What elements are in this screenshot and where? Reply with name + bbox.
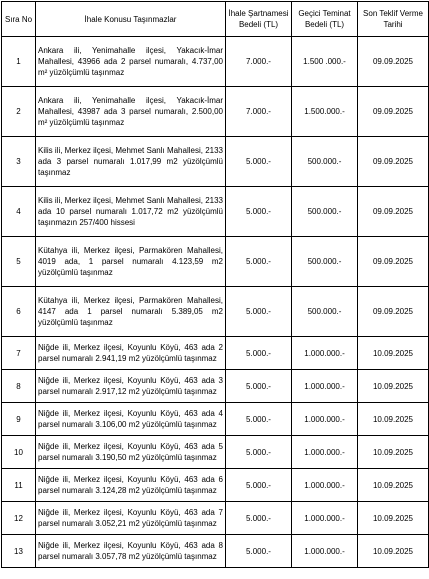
row-spec-fee: 5.000.-: [226, 370, 292, 403]
row-deadline: 10.09.2025: [358, 403, 429, 436]
row-deadline: 09.09.2025: [358, 87, 429, 137]
row-subject: Niğde ili, Merkez ilçesi, Koyunlu Köyü, 463 ada 3 parsel numaralı 2.917,12 m2 yüzölçümlü taşınmaz: [36, 370, 226, 403]
row-number: 8: [2, 370, 36, 403]
row-subject: Niğde ili, Merkez ilçesi, Koyunlu Köyü, 463 ada 8 parsel numaralı 3.057,78 m2 yüzölçümlü taşınmaz: [36, 535, 226, 568]
row-deadline: 09.09.2025: [358, 237, 429, 287]
row-deposit: 1.000.000.-: [292, 403, 358, 436]
row-deposit: 1.000.000.-: [292, 337, 358, 370]
row-spec-fee: 7.000.-: [226, 87, 292, 137]
row-subject: Niğde ili, Merkez ilçesi, Koyunlu Köyü, 463 ada 2 parsel numaralı 2.941,19 m2 yüzölçümlü taşınmaz: [36, 337, 226, 370]
row-subject: Niğde ili, Merkez ilçesi, Koyunlu Köyü, 463 ada 4 parsel numaralı 3.106,00 m2 yüzölçümlü taşınmaz: [36, 403, 226, 436]
row-subject: Ankara ili, Yenimahalle ilçesi, Yakacık-İmar Mahallesi, 43966 ada 2 parsel numaralı, 4.737,00 m² yüzölçümlü taşınmaz: [36, 37, 226, 87]
row-number: 11: [2, 469, 36, 502]
table-row: [2, 469, 429, 502]
table-row: [2, 237, 429, 287]
row-deposit: 500.000.-: [292, 187, 358, 237]
header-deposit: Geçici Teminat Bedeli (TL): [292, 2, 358, 37]
row-subject: Kütahya ili, Merkez ilçesi, Parmakören Mahallesi, 4019 ada, 1 parsel numaralı 4.123,59 m2 yüzölçümlü taşınmaz: [36, 237, 226, 287]
row-subject: Kilis ili, Merkez ilçesi, Mehmet Sanlı Mahallesi, 2133 ada 10 parsel numaralı 1.017,72 m2 yüzölçümlü taşınmazın 257/400 hissesi: [36, 187, 226, 237]
row-number: 5: [2, 237, 36, 287]
header-no: Sıra No: [2, 2, 36, 37]
row-deadline: 10.09.2025: [358, 370, 429, 403]
row-deadline: 10.09.2025: [358, 436, 429, 469]
table-row: [2, 287, 429, 337]
row-spec-fee: 5.000.-: [226, 337, 292, 370]
row-deposit: 500.000.-: [292, 287, 358, 337]
row-deposit: 500.000.-: [292, 137, 358, 187]
row-number: 7: [2, 337, 36, 370]
table-row: [2, 187, 429, 237]
row-spec-fee: 5.000.-: [226, 502, 292, 535]
table-header-row: [2, 2, 429, 37]
table-body: [2, 37, 429, 568]
row-deadline: 09.09.2025: [358, 37, 429, 87]
row-number: 3: [2, 137, 36, 187]
row-deadline: 10.09.2025: [358, 535, 429, 568]
header-deadline: Son Teklif Verme Tarihi: [358, 2, 429, 37]
tender-table: [1, 1, 429, 568]
row-spec-fee: 7.000.-: [226, 37, 292, 87]
row-deposit: 1.000.000.-: [292, 469, 358, 502]
row-deposit: 1.000.000.-: [292, 436, 358, 469]
row-spec-fee: 5.000.-: [226, 237, 292, 287]
table-row: [2, 436, 429, 469]
row-deadline: 10.09.2025: [358, 502, 429, 535]
row-deadline: 09.09.2025: [358, 187, 429, 237]
row-number: 6: [2, 287, 36, 337]
row-subject: Kilis ili, Merkez ilçesi, Mehmet Sanlı Mahallesi, 2133 ada 3 parsel numaralı 1.017,99 m2 yüzölçümlü taşınmaz: [36, 137, 226, 187]
row-spec-fee: 5.000.-: [226, 137, 292, 187]
table-row: [2, 137, 429, 187]
row-subject: Niğde ili, Merkez ilçesi, Koyunlu Köyü, 463 ada 6 parsel numaralı 3.124,28 m2 yüzölçümlü taşınmaz: [36, 469, 226, 502]
row-deadline: 10.09.2025: [358, 469, 429, 502]
table-row: [2, 502, 429, 535]
row-deadline: 10.09.2025: [358, 337, 429, 370]
row-number: 9: [2, 403, 36, 436]
row-number: 13: [2, 535, 36, 568]
table-row: [2, 535, 429, 568]
row-subject: Kütahya ili, Merkez ilçesi, Parmakören Mahallesi, 4147 ada 1 parsel numaralı 5.389,05 m2 yüzölçümlü taşınmaz: [36, 287, 226, 337]
row-deposit: 1.000.000.-: [292, 370, 358, 403]
table-row: [2, 337, 429, 370]
table-row: [2, 370, 429, 403]
header-spec-fee: İhale Şartnamesi Bedeli (TL): [226, 2, 292, 37]
row-deposit: 1.000.000.-: [292, 535, 358, 568]
row-spec-fee: 5.000.-: [226, 287, 292, 337]
row-deadline: 09.09.2025: [358, 137, 429, 187]
row-subject: Niğde ili, Merkez ilçesi, Koyunlu Köyü, 463 ada 7 parsel numaralı 3.052,21 m2 yüzölçümlü taşınmaz: [36, 502, 226, 535]
row-spec-fee: 5.000.-: [226, 469, 292, 502]
row-deposit: 500.000.-: [292, 237, 358, 287]
table-row: [2, 37, 429, 87]
row-number: 4: [2, 187, 36, 237]
row-spec-fee: 5.000.-: [226, 535, 292, 568]
row-deposit: 1.500 .000.-: [292, 37, 358, 87]
row-number: 1: [2, 37, 36, 87]
table-row: [2, 87, 429, 137]
row-number: 2: [2, 87, 36, 137]
table-row: [2, 403, 429, 436]
row-deposit: 1.000.000.-: [292, 502, 358, 535]
row-subject: Niğde ili, Merkez ilçesi, Koyunlu Köyü, 463 ada 5 parsel numaralı 3.190,50 m2 yüzölçümlü taşınmaz: [36, 436, 226, 469]
row-spec-fee: 5.000.-: [226, 187, 292, 237]
row-number: 10: [2, 436, 36, 469]
row-deadline: 09.09.2025: [358, 287, 429, 337]
row-number: 12: [2, 502, 36, 535]
header-subject: İhale Konusu Taşınmazlar: [36, 2, 226, 37]
row-subject: Ankara ili, Yenimahalle ilçesi, Yakacık-İmar Mahallesi, 43987 ada 3 parsel numaralı, 2.500,00 m² yüzölçümlü taşınmaz: [36, 87, 226, 137]
row-deposit: 1.500.000.-: [292, 87, 358, 137]
row-spec-fee: 5.000.-: [226, 436, 292, 469]
row-spec-fee: 5.000.-: [226, 403, 292, 436]
